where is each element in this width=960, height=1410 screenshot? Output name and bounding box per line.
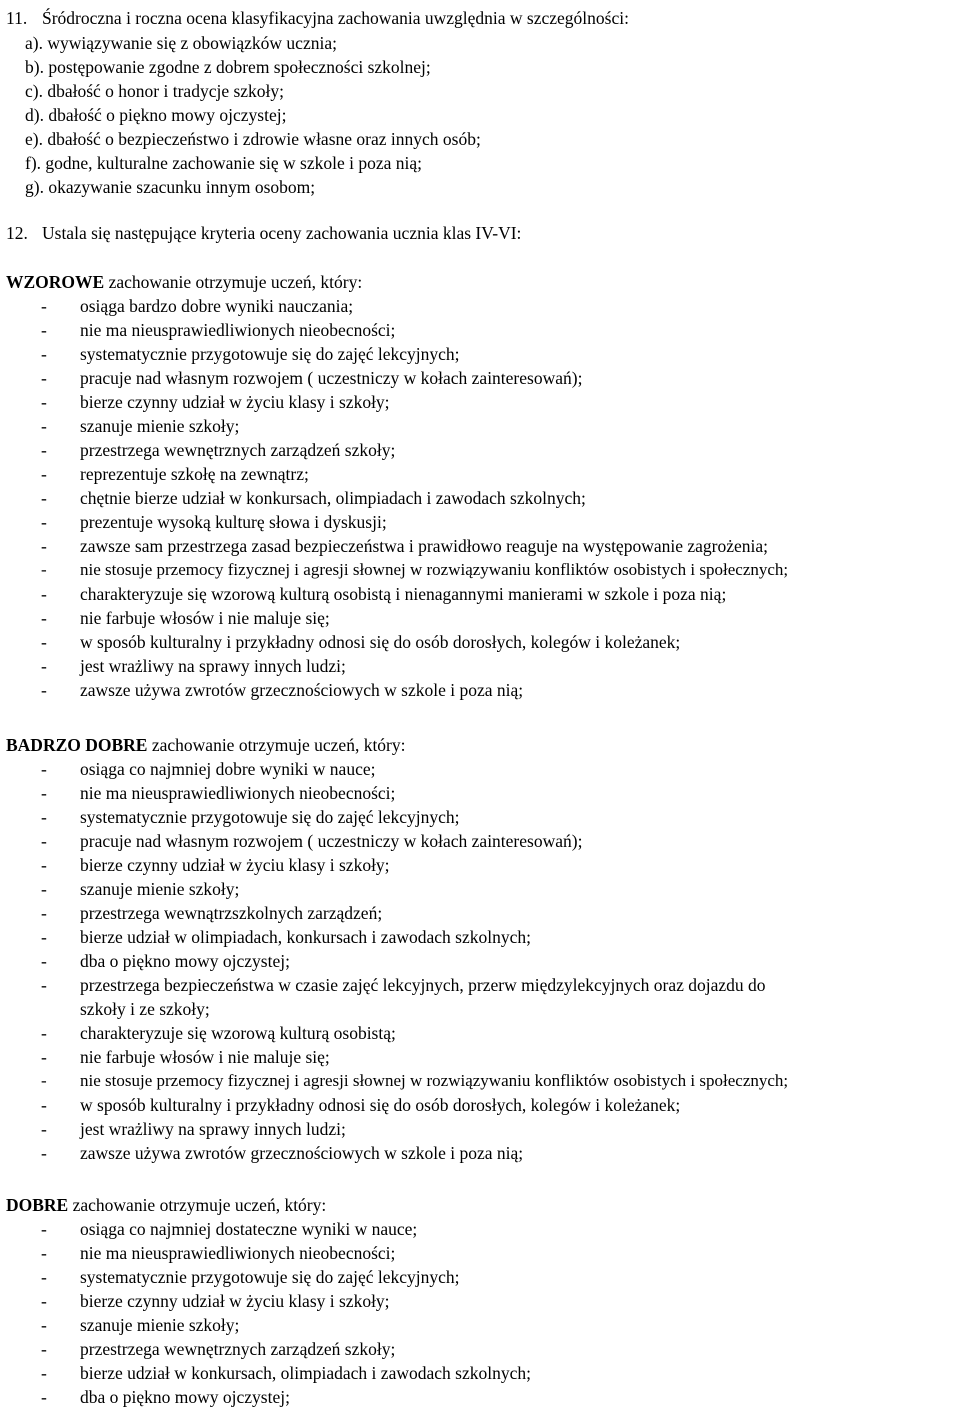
- section-number: 11.: [6, 8, 28, 28]
- list-item-text: w sposób kulturalny i przykładny odnosi się do osób dorosłych, kolegów i koleżanek;: [80, 632, 681, 652]
- list-item-text: zawsze używa zwrotów grzecznościowych w szkole i poza nią;: [80, 680, 524, 700]
- list-item-text: szanuje mienie szkoły;: [80, 416, 240, 436]
- list-item-text: nie stosuje przemocy fizycznej i agresji słownej w rozwiązywaniu konfliktów osobistych i społecznych;: [80, 1071, 789, 1090]
- grade-intro: zachowanie otrzymuje uczeń, który:: [68, 1195, 327, 1215]
- list-item-text: bierze czynny udział w życiu klasy i szkoły;: [80, 1291, 390, 1311]
- dash-bullet: -: [41, 1291, 47, 1311]
- dash-bullet: -: [41, 975, 47, 995]
- list-item-text: dba o piękno mowy ojczystej;: [80, 951, 290, 971]
- criteria-item: g). okazywanie szacunku innym osobom;: [25, 177, 316, 197]
- list-item-text: nie ma nieusprawiedliwionych nieobecności;: [80, 783, 396, 803]
- dash-bullet: -: [41, 608, 47, 628]
- list-item-text: nie stosuje przemocy fizycznej i agresji słownej w rozwiązywaniu konfliktów osobistych i społecznych;: [80, 560, 789, 579]
- criteria-item: b). postępowanie zgodne z dobrem społeczności szkolnej;: [25, 57, 431, 77]
- list-item-text: bierze czynny udział w życiu klasy i szkoły;: [80, 392, 390, 412]
- section-title: Śródroczna i roczna ocena klasyfikacyjna zachowania uwzględnia w szczególności:: [42, 8, 629, 28]
- criteria-item: c). dbałość o honor i tradycje szkoły;: [25, 81, 285, 101]
- list-item-text: pracuje nad własnym rozwojem ( uczestniczy w kołach zainteresowań);: [80, 831, 583, 851]
- criteria-item: a). wywiązywanie się z obowiązków ucznia;: [25, 33, 337, 53]
- list-item-text: systematycznie przygotowuje się do zajęć lekcyjnych;: [80, 344, 460, 364]
- list-item-text: nie ma nieusprawiedliwionych nieobecności;: [80, 1243, 396, 1263]
- dash-bullet: -: [41, 783, 47, 803]
- dash-bullet: -: [41, 488, 47, 508]
- list-item-text: osiąga co najmniej dostateczne wyniki w nauce;: [80, 1219, 418, 1239]
- list-item-text: przestrzega wewnętrznych zarządzeń szkoły;: [80, 440, 396, 460]
- list-item-text: bierze udział w olimpiadach, konkursach i zawodach szkolnych;: [80, 927, 531, 947]
- dash-bullet: -: [41, 1023, 47, 1043]
- list-item-text: charakteryzuje się wzorową kulturą osobistą i nienagannymi manierami w szkole i poza nią;: [80, 584, 727, 604]
- dash-bullet: -: [41, 1243, 47, 1263]
- list-item-text: szanuje mienie szkoły;: [80, 1315, 240, 1335]
- grade-label: WZOROWE: [6, 272, 105, 292]
- dash-bullet: -: [41, 464, 47, 484]
- list-item-text: dba o piękno mowy ojczystej;: [80, 1387, 290, 1407]
- list-item-text: zawsze sam przestrzega zasad bezpieczeństwa i prawidłowo reaguje na występowanie zagrożenia;: [80, 536, 768, 556]
- list-item-text: zawsze używa zwrotów grzecznościowych w szkole i poza nią;: [80, 1143, 524, 1163]
- list-item-text: szanuje mienie szkoły;: [80, 879, 240, 899]
- dash-bullet: -: [41, 368, 47, 388]
- dash-bullet: -: [41, 392, 47, 412]
- list-item-text: nie farbuje włosów i nie maluje się;: [80, 608, 330, 628]
- list-item-text: systematycznie przygotowuje się do zajęć lekcyjnych;: [80, 807, 460, 827]
- dash-bullet: -: [41, 560, 47, 579]
- dash-bullet: -: [41, 879, 47, 899]
- dash-bullet: -: [41, 903, 47, 923]
- list-item-text: pracuje nad własnym rozwojem ( uczestniczy w kołach zainteresowań);: [80, 368, 583, 388]
- list-item-text: jest wrażliwy na sprawy innych ludzi;: [80, 1119, 346, 1139]
- list-item-text: jest wrażliwy na sprawy innych ludzi;: [80, 656, 346, 676]
- list-item-text: osiąga co najmniej dobre wyniki w nauce;: [80, 759, 376, 779]
- grade-heading-dobre: [6, 1193, 326, 1217]
- grade-heading-bardzo-dobre: [6, 733, 406, 757]
- dash-bullet: -: [41, 1267, 47, 1287]
- dash-bullet: -: [41, 344, 47, 364]
- criteria-item: f). godne, kulturalne zachowanie się w szkole i poza nią;: [25, 153, 423, 173]
- criteria-item: d). dbałość o piękno mowy ojczystej;: [25, 105, 287, 125]
- dash-bullet: -: [41, 1315, 47, 1335]
- dash-bullet: -: [41, 680, 47, 700]
- dash-bullet: -: [41, 951, 47, 971]
- list-item-text: bierze udział w konkursach, olimpiadach i zawodach szkolnych;: [80, 1363, 531, 1383]
- list-item-text: bierze czynny udział w życiu klasy i szkoły;: [80, 855, 390, 875]
- section-title: Ustala się następujące kryteria oceny zachowania ucznia klas IV-VI:: [42, 223, 522, 243]
- list-item-text: w sposób kulturalny i przykładny odnosi się do osób dorosłych, kolegów i koleżanek;: [80, 1095, 681, 1115]
- dash-bullet: -: [41, 927, 47, 947]
- dash-bullet: -: [41, 807, 47, 827]
- dash-bullet: -: [41, 296, 47, 316]
- criteria-item: e). dbałość o bezpieczeństwo i zdrowie własne oraz innych osób;: [25, 129, 481, 149]
- grade-heading-wzorowe: [6, 270, 362, 294]
- list-item-text: przestrzega wewnętrznych zarządzeń szkoły;: [80, 1339, 396, 1359]
- dash-bullet: -: [41, 1071, 47, 1090]
- dash-bullet: -: [41, 632, 47, 652]
- dash-bullet: -: [41, 1047, 47, 1067]
- grade-label: BADRZO DOBRE: [6, 735, 148, 755]
- dash-bullet: -: [41, 584, 47, 604]
- list-item-text: charakteryzuje się wzorową kulturą osobistą;: [80, 1023, 396, 1043]
- dash-bullet: -: [41, 440, 47, 460]
- list-item-text: prezentuje wysoką kulturę słowa i dyskusji;: [80, 512, 387, 532]
- grade-label: DOBRE: [6, 1195, 69, 1215]
- list-item-text: systematycznie przygotowuje się do zajęć lekcyjnych;: [80, 1267, 460, 1287]
- list-item-text: szkoły i ze szkoły;: [80, 999, 210, 1019]
- dash-bullet: -: [41, 1219, 47, 1239]
- dash-bullet: -: [41, 759, 47, 779]
- dash-bullet: -: [41, 656, 47, 676]
- dash-bullet: -: [41, 1339, 47, 1359]
- list-item-text: reprezentuje szkołę na zewnątrz;: [80, 464, 309, 484]
- dash-bullet: -: [41, 1387, 47, 1407]
- grade-intro: zachowanie otrzymuje uczeń, który:: [104, 272, 363, 292]
- section-number: 12.: [6, 223, 28, 243]
- list-item-text: osiąga bardzo dobre wyniki nauczania;: [80, 296, 354, 316]
- dash-bullet: -: [41, 512, 47, 532]
- dash-bullet: -: [41, 831, 47, 851]
- dash-bullet: -: [41, 1143, 47, 1163]
- list-item-text: chętnie bierze udział w konkursach, olimpiadach i zawodach szkolnych;: [80, 488, 586, 508]
- list-item-text: przestrzega wewnątrzszkolnych zarządzeń;: [80, 903, 383, 923]
- list-item-text: przestrzega bezpieczeństwa w czasie zajęć lekcyjnych, przerw międzylekcyjnych oraz dojazdu do: [80, 975, 766, 995]
- grade-intro: zachowanie otrzymuje uczeń, który:: [147, 735, 406, 755]
- dash-bullet: -: [41, 1119, 47, 1139]
- dash-bullet: -: [41, 536, 47, 556]
- list-item-text: nie farbuje włosów i nie maluje się;: [80, 1047, 330, 1067]
- dash-bullet: -: [41, 416, 47, 436]
- list-item-text: nie ma nieusprawiedliwionych nieobecności;: [80, 320, 396, 340]
- dash-bullet: -: [41, 1363, 47, 1383]
- dash-bullet: -: [41, 855, 47, 875]
- dash-bullet: -: [41, 1095, 47, 1115]
- dash-bullet: -: [41, 320, 47, 340]
